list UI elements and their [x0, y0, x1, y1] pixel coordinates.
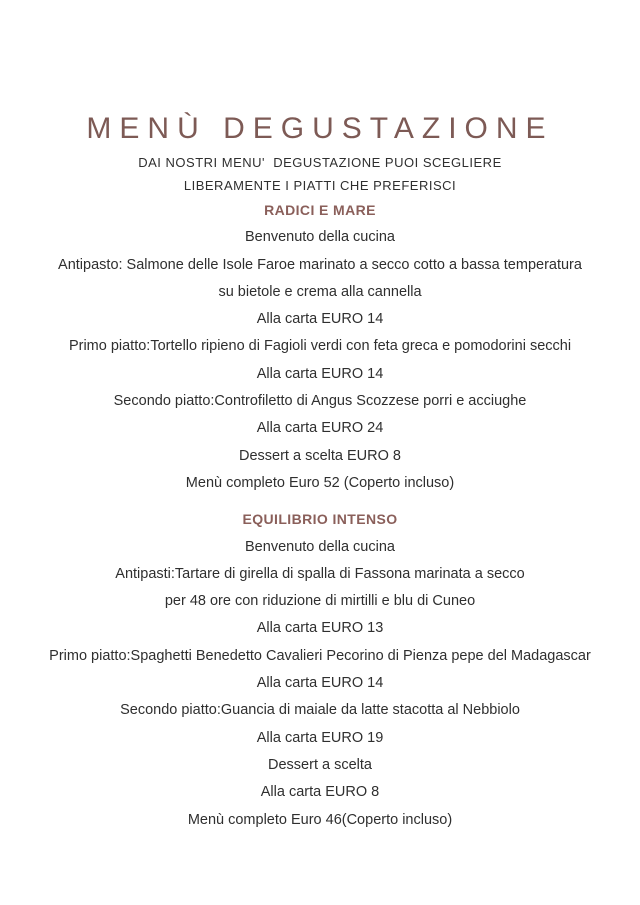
- menu-line: Alla carta EURO 13: [256, 620, 384, 637]
- subtitle-line-1: DAI NOSTRI MENU' DEGUSTAZIONE PUOI SCEGLIERE: [138, 155, 502, 170]
- menu-line: Secondo piatto:Controfiletto di Angus Scozzese porri e acciughe: [113, 393, 527, 410]
- menu-line: per 48 ore con riduzione di mirtilli e blu di Cuneo: [164, 593, 476, 610]
- menu-line: Antipasti:Tartare di girella di spalla di Fassona marinata a secco: [115, 565, 525, 582]
- menu-line: Benvenuto della cucina: [245, 538, 395, 555]
- menu-line: Alla carta EURO 14: [256, 675, 384, 692]
- section-heading-equilibrio-intenso: EQUILIBRIO INTENSO: [242, 511, 398, 528]
- menu-line: Alla carta EURO 24: [256, 420, 384, 437]
- menu-section-equilibrio-intenso: [0, 506, 640, 834]
- menu-line: Alla carta EURO 8: [260, 784, 380, 801]
- menu-line: Primo piatto:Tortello ripieno di Fagioli verdi con feta greca e pomodorini secchi: [68, 338, 572, 355]
- menu-line: Antipasto: Salmone delle Isole Faroe marinato a secco cotto a bassa temperatura: [58, 256, 582, 273]
- menu-line: su bietole e crema alla cannella: [218, 283, 422, 300]
- menu-line: Menù completo Euro 46(Coperto incluso): [187, 811, 453, 828]
- menu-line: Secondo piatto:Guancia di maiale da latte stacotta al Nebbiolo: [120, 702, 520, 719]
- menu-line: Menù completo Euro 52 (Coperto incluso): [185, 474, 455, 491]
- page-title: MENÙ DEGUSTAZIONE: [86, 112, 554, 145]
- menu-line: Alla carta EURO 19: [256, 729, 384, 746]
- menu-line: Alla carta EURO 14: [256, 365, 384, 382]
- menu-line: Dessert a scelta: [268, 756, 372, 773]
- menu-line: Dessert a scelta EURO 8: [239, 447, 401, 464]
- subtitle-line-2: LIBERAMENTE I PIATTI CHE PREFERISCI: [183, 178, 457, 193]
- section-heading-radici-e-mare: RADICI E MARE: [264, 202, 376, 218]
- menu-section-radici-e-mare: [0, 197, 640, 497]
- menu-line: Primo piatto:Spaghetti Benedetto Cavalieri Pecorino di Pienza pepe del Madagascar: [49, 647, 591, 664]
- menu-line: Benvenuto della cucina: [245, 229, 395, 246]
- menu-line: Alla carta EURO 14: [256, 311, 384, 328]
